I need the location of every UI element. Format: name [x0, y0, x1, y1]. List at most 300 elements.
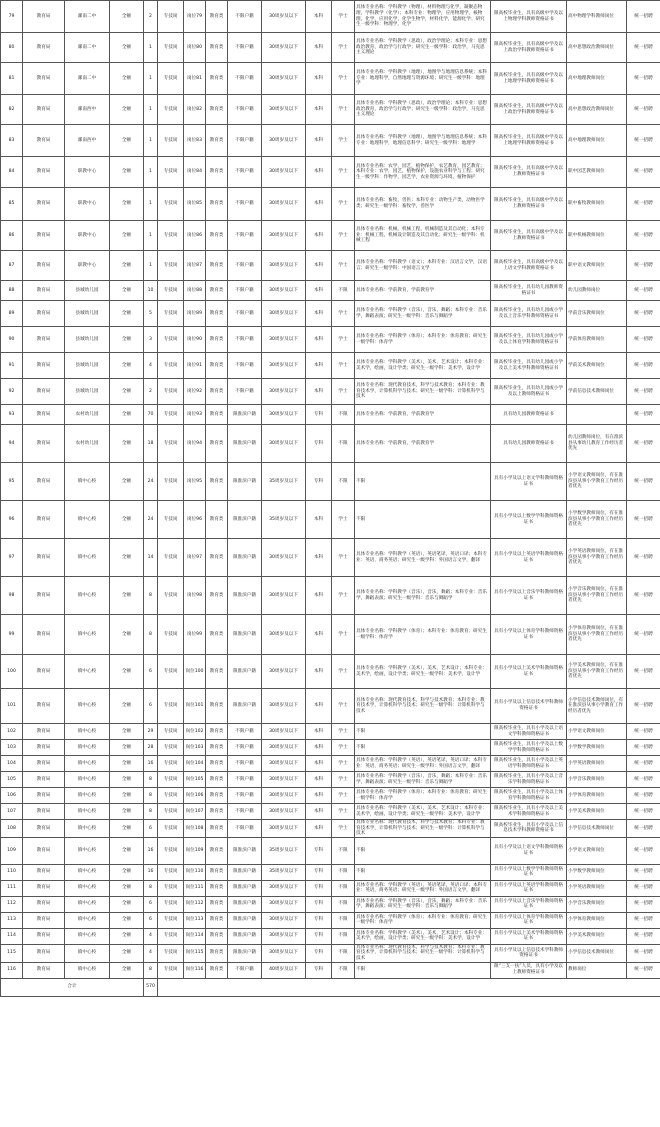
cell-unit: 镇中心校 — [65, 837, 110, 864]
table-row — [1, 944, 660, 962]
cell-cert: 具有小学及以上英语学科教师资格证书 — [491, 539, 567, 577]
cell-num: 1 — [144, 63, 158, 95]
cell-dept: 教育局 — [23, 379, 65, 405]
cell-hukou: 不限户籍 — [228, 772, 262, 788]
cell-req: 不限 — [355, 962, 491, 978]
cell-dept: 教育局 — [23, 772, 65, 788]
cell-age: 30周岁及以下 — [262, 63, 306, 95]
cell-no: 91 — [1, 353, 23, 379]
cell-cat: 教育类 — [206, 379, 228, 405]
cell-note: 小学音乐教师岗位 — [567, 772, 627, 788]
cell-exam: 统一招聘 — [627, 301, 660, 327]
cell-note: 教师岗位 — [567, 962, 627, 978]
cell-cert: 具有小学及以上数学学科教师资格证书 — [491, 501, 567, 539]
cell-cert: 具有小学及以上美术学科教师资格证书 — [491, 655, 567, 689]
cell-edu: 本科 — [306, 379, 332, 405]
cell-exam: 统一招聘 — [627, 896, 660, 912]
cell-dept: 教育局 — [23, 724, 65, 740]
table-row — [1, 95, 660, 125]
cell-post: 岗位95 — [184, 463, 206, 501]
cell-num: 28 — [144, 740, 158, 756]
cell-no: 108 — [1, 820, 23, 838]
cell-cat: 教育类 — [206, 125, 228, 157]
cell-post: 岗位80 — [184, 33, 206, 63]
cell-dept: 教育局 — [23, 501, 65, 539]
cell-post: 岗位83 — [184, 125, 206, 157]
cell-post: 岗位99 — [184, 615, 206, 655]
cell-cert: 具有幼儿园教师资格证书 — [491, 405, 567, 425]
cell-cert: 限高校毕业生，具有高级中学及以上语文学科教师资格证书 — [491, 251, 567, 281]
cell-dept: 教育局 — [23, 539, 65, 577]
cell-req: 具体专业名称：机械，机械工程，机械制造及其自动化；本科专业：机械工程，机械设计制造及其自动化；研究生一级学科：机械工程 — [355, 221, 491, 251]
cell-age: 30周岁及以下 — [262, 425, 306, 463]
cell-age: 30周岁及以下 — [262, 405, 306, 425]
cell-unit: 漯南二中 — [65, 33, 110, 63]
cell-exam: 统一招聘 — [627, 788, 660, 804]
cell-age: 30周岁及以下 — [262, 655, 306, 689]
cell-unit: 镇中心校 — [65, 501, 110, 539]
cell-hukou: 限淮滨户籍 — [228, 425, 262, 463]
cell-edu: 本科 — [306, 33, 332, 63]
table-row — [1, 33, 660, 63]
cell-edu: 本科 — [306, 539, 332, 577]
cell-cert: 限高校毕业生，具有小学及以上信息技术学科教师资格证书 — [491, 820, 567, 838]
cell-deg: 学士 — [332, 501, 355, 539]
cell-req: 具体专业名称：学科教学（音乐），音乐，舞蹈；本科专业：音乐学，舞蹈表演；研究生一级学科：音乐与舞蹈学 — [355, 772, 491, 788]
cell-scope: 全额 — [110, 63, 144, 95]
cell-no: 93 — [1, 405, 23, 425]
total-label: 合计 — [1, 978, 144, 996]
cell-scope: 全额 — [110, 188, 144, 221]
cell-kind: 专技岗 — [158, 251, 184, 281]
cell-hukou: 不限户籍 — [228, 33, 262, 63]
cell-age: 30周岁及以下 — [262, 577, 306, 615]
cell-exam: 统一招聘 — [627, 880, 660, 896]
cell-dept: 教育局 — [23, 405, 65, 425]
cell-age: 30周岁及以下 — [262, 944, 306, 962]
cell-cat: 教育类 — [206, 756, 228, 772]
cell-exam: 统一招聘 — [627, 962, 660, 978]
cell-scope: 全额 — [110, 912, 144, 928]
cell-dept: 教育局 — [23, 221, 65, 251]
cell-deg: 不限 — [332, 912, 355, 928]
cell-dept: 教育局 — [23, 63, 65, 95]
cell-dept: 教育局 — [23, 740, 65, 756]
cell-cat: 教育类 — [206, 157, 228, 188]
cell-req: 不限 — [355, 837, 491, 864]
cell-num: 70 — [144, 405, 158, 425]
cell-note: 小学英语教师岗位，有在淮滨县从事小学教育工作经历者优先 — [567, 539, 627, 577]
cell-scope: 全额 — [110, 157, 144, 188]
cell-unit: 镇中心校 — [65, 740, 110, 756]
cell-num: 18 — [144, 425, 158, 463]
cell-dept: 教育局 — [23, 896, 65, 912]
cell-post: 岗位102 — [184, 724, 206, 740]
cell-post: 岗位112 — [184, 896, 206, 912]
cell-req: 不限 — [355, 864, 491, 880]
cell-edu: 本科 — [306, 251, 332, 281]
cell-exam: 统一招聘 — [627, 864, 660, 880]
table-row — [1, 379, 660, 405]
cell-post: 岗位82 — [184, 95, 206, 125]
cell-kind: 专技岗 — [158, 788, 184, 804]
cell-num: 1 — [144, 221, 158, 251]
cell-cat: 教育类 — [206, 912, 228, 928]
cell-unit: 县城幼儿园 — [65, 379, 110, 405]
cell-unit: 镇中心校 — [65, 962, 110, 978]
cell-kind: 专技岗 — [158, 756, 184, 772]
cell-hukou: 不限户籍 — [228, 962, 262, 978]
cell-kind: 专技岗 — [158, 301, 184, 327]
cell-age: 30周岁及以下 — [262, 353, 306, 379]
cell-cert: 具有小学及以上美术学科教师资格证书 — [491, 928, 567, 944]
cell-scope: 全额 — [110, 95, 144, 125]
cell-req: 不限 — [355, 463, 491, 501]
cell-req: 不限 — [355, 724, 491, 740]
cell-cert: 具有小学及以上信息技术学科教师资格证书 — [491, 944, 567, 962]
cell-scope: 全额 — [110, 251, 144, 281]
cell-num: 10 — [144, 281, 158, 301]
cell-cert: 限高校毕业生，具有高级中学及以上教师资格证书 — [491, 221, 567, 251]
cell-post: 岗位90 — [184, 327, 206, 353]
cell-unit: 镇中心校 — [65, 577, 110, 615]
cell-hukou: 不限户籍 — [228, 95, 262, 125]
cell-no: 94 — [1, 425, 23, 463]
cell-no: 83 — [1, 125, 23, 157]
cell-deg: 学士 — [332, 125, 355, 157]
cell-scope: 全额 — [110, 962, 144, 978]
cell-cert: 具有小学及以上英语学科教师资格证书 — [491, 880, 567, 896]
cell-cert: 限高校毕业生，具有幼儿园或小学及以上教师资格证书 — [491, 379, 567, 405]
cell-no: 103 — [1, 740, 23, 756]
cell-note: 学前音乐教师岗位 — [567, 301, 627, 327]
cell-post: 岗位100 — [184, 655, 206, 689]
cell-no: 80 — [1, 33, 23, 63]
cell-hukou: 不限户籍 — [228, 353, 262, 379]
cell-deg: 不限 — [332, 405, 355, 425]
cell-cert: 限高校毕业生，具有小学及以上音乐学科教师资格证书 — [491, 772, 567, 788]
cell-deg: 不限 — [332, 944, 355, 962]
cell-exam: 统一招聘 — [627, 95, 660, 125]
cell-note: 职中畜牧教师岗位 — [567, 188, 627, 221]
cell-kind: 专技岗 — [158, 463, 184, 501]
cell-num: 14 — [144, 539, 158, 577]
cell-req: 具体专业名称：学科教学（物理），材料物理与化学，凝聚态物理，学科教学（化学）；本科专业：物理学，应用物理学，核物理，化学，应用化学，化学生物学，材料化学，能源化学；研究生一级学科：物理学，化学 — [355, 1, 491, 33]
cell-no: 87 — [1, 251, 23, 281]
cell-cat: 教育类 — [206, 928, 228, 944]
cell-exam: 统一招聘 — [627, 33, 660, 63]
cell-edu: 本科 — [306, 615, 332, 655]
cell-no: 86 — [1, 221, 23, 251]
cell-exam: 统一招聘 — [627, 125, 660, 157]
cell-no: 84 — [1, 157, 23, 188]
cell-scope: 全额 — [110, 301, 144, 327]
cell-unit: 镇中心校 — [65, 928, 110, 944]
cell-dept: 教育局 — [23, 188, 65, 221]
cell-num: 24 — [144, 463, 158, 501]
table-row — [1, 221, 660, 251]
cell-cert: 具有小学及以上音乐学科教师资格证书 — [491, 896, 567, 912]
table-row — [1, 501, 660, 539]
cell-dept: 教育局 — [23, 95, 65, 125]
cell-num: 24 — [144, 501, 158, 539]
cell-cat: 教育类 — [206, 896, 228, 912]
cell-req: 具体专业名称：学科教学（体育）；本科专业：体育教育；研究生一级学科：体育学 — [355, 788, 491, 804]
cell-hukou: 不限户籍 — [228, 724, 262, 740]
cell-req: 具体专业名称：现代教育技术，科学与技术教育；本科专业：教育技术学，计算机科学与技术；研究生一级学科：计算机科学与技术 — [355, 689, 491, 724]
cell-no: 112 — [1, 896, 23, 912]
cell-unit: 漯南二中 — [65, 63, 110, 95]
cell-note: 职中语文教师岗位 — [567, 251, 627, 281]
cell-edu: 本科 — [306, 820, 332, 838]
cell-hukou: 不限户籍 — [228, 804, 262, 820]
cell-unit: 漯南二中 — [65, 1, 110, 33]
cell-kind: 专技岗 — [158, 221, 184, 251]
cell-exam: 统一招聘 — [627, 353, 660, 379]
cell-num: 5 — [144, 301, 158, 327]
cell-cat: 教育类 — [206, 724, 228, 740]
table-row — [1, 327, 660, 353]
cell-num: 8 — [144, 880, 158, 896]
cell-note: 小学美术教师岗位 — [567, 804, 627, 820]
cell-unit: 漯南西中 — [65, 125, 110, 157]
cell-no: 109 — [1, 837, 23, 864]
cell-edu: 本科 — [306, 577, 332, 615]
table-row — [1, 788, 660, 804]
cell-post: 岗位79 — [184, 1, 206, 33]
cell-unit: 镇中心校 — [65, 772, 110, 788]
cell-edu: 专科 — [306, 962, 332, 978]
cell-scope: 全额 — [110, 837, 144, 864]
cell-hukou: 限淮滨户籍 — [228, 912, 262, 928]
cell-cert: 具有小学及以上体育学科教师资格证书 — [491, 912, 567, 928]
cell-req: 具体专业名称：学科教学（地理），地图学与地理信息系统；本科专业：地理科学，自然地理与资源环境；研究生一级学科：地理学 — [355, 63, 491, 95]
cell-cert: 具有小学及以上语文学科教师资格证书 — [491, 463, 567, 501]
cell-num: 1 — [144, 33, 158, 63]
cell-dept: 教育局 — [23, 928, 65, 944]
cell-edu: 专科 — [306, 405, 332, 425]
cell-age: 30周岁及以下 — [262, 157, 306, 188]
cell-age: 30周岁及以下 — [262, 188, 306, 221]
cell-post: 岗位98 — [184, 577, 206, 615]
cell-kind: 专技岗 — [158, 353, 184, 379]
cell-deg: 不限 — [332, 896, 355, 912]
cell-cert: 具有小学及以上信息技术学科教师资格证书 — [491, 689, 567, 724]
cell-req: 具体专业名称：学前教育，学前教育学 — [355, 281, 491, 301]
cell-exam: 统一招聘 — [627, 837, 660, 864]
cell-no: 96 — [1, 501, 23, 539]
cell-post: 岗位88 — [184, 281, 206, 301]
cell-age: 30周岁及以下 — [262, 251, 306, 281]
cell-scope: 全额 — [110, 772, 144, 788]
cell-post: 岗位97 — [184, 539, 206, 577]
cell-deg: 学士 — [332, 724, 355, 740]
cell-kind: 专技岗 — [158, 125, 184, 157]
cell-age: 30周岁及以下 — [262, 912, 306, 928]
cell-note: 小学音乐教师岗位 — [567, 896, 627, 912]
cell-hukou: 不限户籍 — [228, 188, 262, 221]
cell-age: 30周岁及以下 — [262, 820, 306, 838]
cell-note: 高中地理教师岗位 — [567, 125, 627, 157]
cell-deg: 学士 — [332, 772, 355, 788]
cell-edu: 本科 — [306, 740, 332, 756]
cell-exam: 统一招聘 — [627, 425, 660, 463]
cell-dept: 教育局 — [23, 425, 65, 463]
cell-cert: 限高校毕业生，具有小学及以上英语学科教师资格证书 — [491, 756, 567, 772]
cell-req: 不限 — [355, 501, 491, 539]
cell-edu: 本科 — [306, 63, 332, 95]
cell-edu: 本科 — [306, 1, 332, 33]
cell-age: 30周岁及以下 — [262, 880, 306, 896]
cell-hukou: 限淮滨户籍 — [228, 880, 262, 896]
cell-num: 8 — [144, 577, 158, 615]
cell-cert: 限高校毕业生，具有高级中学及以上教师资格证书 — [491, 157, 567, 188]
cell-hukou: 不限户籍 — [228, 1, 262, 33]
cell-post: 岗位104 — [184, 756, 206, 772]
cell-cert: 限高校毕业生，具有高级中学及以上政治学科教师资格证书 — [491, 33, 567, 63]
cell-cert: 限高校毕业生，具有高级中学及以上地理学科教师资格证书 — [491, 125, 567, 157]
table-row — [1, 962, 660, 978]
cell-edu: 专科 — [306, 463, 332, 501]
cell-exam: 统一招聘 — [627, 281, 660, 301]
cell-scope: 全额 — [110, 804, 144, 820]
cell-cat: 教育类 — [206, 281, 228, 301]
cell-deg: 不限 — [332, 425, 355, 463]
cell-deg: 不限 — [332, 837, 355, 864]
cell-hukou: 限淮滨户籍 — [228, 577, 262, 615]
cell-age: 30周岁及以下 — [262, 281, 306, 301]
cell-scope: 全额 — [110, 615, 144, 655]
cell-kind: 专技岗 — [158, 501, 184, 539]
cell-unit: 镇中心校 — [65, 689, 110, 724]
table-row — [1, 912, 660, 928]
cell-num: 2 — [144, 1, 158, 33]
cell-cat: 教育类 — [206, 820, 228, 838]
cell-req: 具体专业名称：学科教学（音乐），音乐，舞蹈；本科专业：音乐学，舞蹈表演；研究生一级学科：音乐与舞蹈学 — [355, 577, 491, 615]
cell-note: 小学体育教师岗位 — [567, 912, 627, 928]
cell-num: 16 — [144, 864, 158, 880]
cell-deg: 学士 — [332, 788, 355, 804]
cell-dept: 教育局 — [23, 912, 65, 928]
cell-kind: 专技岗 — [158, 880, 184, 896]
cell-hukou: 不限户籍 — [228, 820, 262, 838]
cell-note: 幼儿园教师岗位 — [567, 281, 627, 301]
cell-cat: 教育类 — [206, 615, 228, 655]
cell-dept: 教育局 — [23, 880, 65, 896]
cell-edu: 本科 — [306, 281, 332, 301]
cell-deg: 学士 — [332, 157, 355, 188]
cell-cert: 限高校毕业生，具有幼儿园或小学及以上体育学科教师资格证书 — [491, 327, 567, 353]
cell-note: 小学语文教师岗位 — [567, 724, 627, 740]
cell-exam: 统一招聘 — [627, 463, 660, 501]
cell-hukou: 不限户籍 — [228, 221, 262, 251]
cell-dept: 教育局 — [23, 1, 65, 33]
cell-edu: 专科 — [306, 944, 332, 962]
cell-deg: 不限 — [332, 463, 355, 501]
cell-num: 1 — [144, 157, 158, 188]
cell-hukou: 不限户籍 — [228, 251, 262, 281]
cell-cat: 教育类 — [206, 689, 228, 724]
cell-hukou: 不限户籍 — [228, 788, 262, 804]
cell-dept: 教育局 — [23, 157, 65, 188]
cell-cat: 教育类 — [206, 301, 228, 327]
cell-req: 具体专业名称：学前教育，学前教育学 — [355, 405, 491, 425]
cell-hukou: 限淮滨户籍 — [228, 405, 262, 425]
cell-post: 岗位116 — [184, 962, 206, 978]
cell-post: 岗位105 — [184, 772, 206, 788]
cell-edu: 本科 — [306, 501, 332, 539]
cell-scope: 全额 — [110, 788, 144, 804]
cell-num: 1 — [144, 125, 158, 157]
cell-hukou: 限淮滨户籍 — [228, 864, 262, 880]
cell-note: 学前体育教师岗位 — [567, 327, 627, 353]
table-row — [1, 188, 660, 221]
cell-kind: 专技岗 — [158, 281, 184, 301]
cell-req: 具体专业名称：学科教学（思政），政治学理论；本科专业：思想政治教育，政治学与行政学；研究生一级学科：政治学，马克思主义理论 — [355, 33, 491, 63]
cell-cat: 教育类 — [206, 804, 228, 820]
cell-cat: 教育类 — [206, 501, 228, 539]
cell-cat: 教育类 — [206, 577, 228, 615]
cell-note: 职中园艺教师岗位 — [567, 157, 627, 188]
cell-req: 具体专业名称：学科教学（音乐），音乐，舞蹈；本科专业：音乐学，舞蹈表演；研究生一级学科：音乐与舞蹈学 — [355, 896, 491, 912]
cell-exam: 统一招聘 — [627, 820, 660, 838]
cell-unit: 镇中心校 — [65, 864, 110, 880]
cell-kind: 专技岗 — [158, 157, 184, 188]
table-row — [1, 577, 660, 615]
cell-edu: 本科 — [306, 689, 332, 724]
cell-exam: 统一招聘 — [627, 251, 660, 281]
cell-req: 具体专业名称：现代教育技术，科学与技术教育；本科专业：教育技术学，计算机科学与技术；研究生一级学科：计算机科学与技术 — [355, 820, 491, 838]
cell-cat: 教育类 — [206, 353, 228, 379]
cell-dept: 教育局 — [23, 944, 65, 962]
cell-num: 6 — [144, 912, 158, 928]
cell-age: 30周岁及以下 — [262, 615, 306, 655]
cell-age: 30周岁及以下 — [262, 756, 306, 772]
cell-num: 6 — [144, 655, 158, 689]
cell-post: 岗位108 — [184, 820, 206, 838]
cell-note: 小学美术教师岗位，有在淮滨县从事小学教育工作经历者优先 — [567, 655, 627, 689]
cell-note: 学前信息技术教师岗位 — [567, 379, 627, 405]
cell-age: 30周岁及以下 — [262, 788, 306, 804]
cell-scope: 全额 — [110, 221, 144, 251]
cell-req: 具体专业名称：学科教学（英语），英语笔译，英语口译；本科专业：英语，商务英语；研究生一级学科：外国语言文学，翻译 — [355, 756, 491, 772]
cell-req: 具体专业名称：学前教育，学前教育学 — [355, 425, 491, 463]
cell-exam: 统一招聘 — [627, 501, 660, 539]
cell-cert: 限高校毕业生，具有高级中学及以上地理学科教师资格证书 — [491, 63, 567, 95]
cell-num: 6 — [144, 820, 158, 838]
cell-scope: 全额 — [110, 689, 144, 724]
cell-cat: 教育类 — [206, 655, 228, 689]
cell-exam: 统一招聘 — [627, 740, 660, 756]
cell-cert: 具有小学及以上音乐学科教师资格证书 — [491, 577, 567, 615]
cell-exam: 统一招聘 — [627, 379, 660, 405]
cell-age: 30周岁及以下 — [262, 689, 306, 724]
cell-req: 不限 — [355, 740, 491, 756]
cell-exam: 统一招聘 — [627, 577, 660, 615]
cell-req: 具体专业名称：畜牧，兽医；本科专业：动物生产类，动物医学类；研究生一级学科：畜牧学，兽医学 — [355, 188, 491, 221]
cell-deg: 学士 — [332, 379, 355, 405]
cell-deg: 学士 — [332, 221, 355, 251]
cell-scope: 全额 — [110, 327, 144, 353]
cell-note: 小学体育教师岗位，有在淮滨县从事小学教育工作经历者优先 — [567, 615, 627, 655]
cell-edu: 本科 — [306, 125, 332, 157]
cell-post: 岗位115 — [184, 944, 206, 962]
cell-hukou: 不限户籍 — [228, 756, 262, 772]
cell-hukou: 限淮滨户籍 — [228, 837, 262, 864]
cell-req: 具体专业名称：学科教学（美术），美术，艺术设计；本科专业：美术学，绘画，设计学类；研究生一级学科：美术学，设计学 — [355, 804, 491, 820]
cell-edu: 专科 — [306, 880, 332, 896]
cell-no: 97 — [1, 539, 23, 577]
